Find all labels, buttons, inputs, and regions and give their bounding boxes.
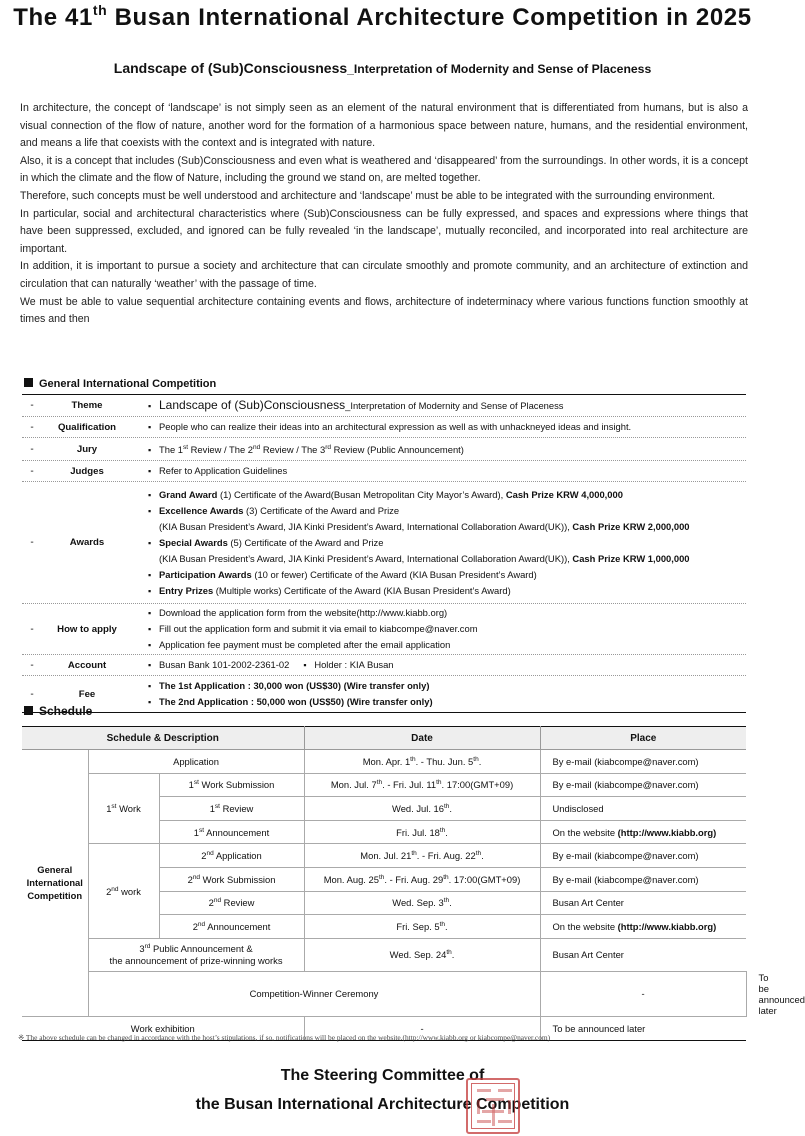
col-header-date: Date <box>304 727 540 750</box>
row-key: Qualification <box>57 421 117 433</box>
jury-sup: st <box>182 444 189 451</box>
award-prize: Cash Prize KRW 1,000,000 <box>572 553 690 565</box>
award-special-sub <box>148 551 746 567</box>
award-excellence-sub <box>148 519 746 535</box>
account-bank: ▪ Busan Bank 101-2002-2361-02 <box>148 659 289 670</box>
event-label: Application <box>88 750 304 774</box>
event-date: Mon. Jul. 7th. - Fri. Jul. 11th. 17:00(GMT+09) <box>304 773 540 797</box>
award-text: (3) Certificate of the Award and Prize <box>243 505 400 517</box>
general-row-theme <box>22 395 746 417</box>
jury-sup: nd <box>253 444 261 451</box>
table-row <box>22 750 746 774</box>
fee-line: ▪ The 1st Application : 30,000 won (US$30) (Wire transfer only) <box>148 678 746 694</box>
event-place: On the website (http://www.kiabb.org) <box>540 915 746 939</box>
intro-paragraph: We must be able to value sequential architecture containing events and flows, architecture of indeterminacy where various functions function smoothly at times and then <box>20 295 748 326</box>
row-dash: - <box>30 400 34 411</box>
page-title <box>0 4 765 32</box>
row-dash: - <box>30 659 34 671</box>
general-row-awards <box>22 482 746 604</box>
intro-paragraph: Therefore, such concepts must be well understood and architecture and ‘landscape’ must be able to be integrated with the surrounding environment. <box>20 189 716 202</box>
account-holder: ▪ Holder : KIA Busan <box>303 659 393 670</box>
award-name: Excellence Awards <box>159 505 244 517</box>
award-special <box>148 535 746 551</box>
work1-label: 1st Work <box>88 773 159 844</box>
row-value <box>132 395 746 416</box>
event-place: By e-mail (kiabcompe@naver.com) <box>540 750 746 774</box>
official-seal-icon <box>466 1078 520 1134</box>
row-dash: - <box>30 623 34 635</box>
row-value <box>132 482 746 603</box>
row-key: How to apply <box>57 623 117 635</box>
row-value <box>132 604 746 654</box>
footer-line-2: the Busan International Architecture Competition <box>195 1096 570 1113</box>
footer-line-1: The Steering Committee of <box>280 1067 485 1084</box>
row-key: Fee <box>78 688 96 700</box>
intro-paragraph: In particular, social and architectural characteristics where (Sub)Consciousness can be fully expressed, and spaces and expressions where things that have been suppressed, excluded, and ignored can be fully revealed ‘in the landscape’, mutually reconciled, and incorporated into real architecture are important. <box>20 207 748 255</box>
event-date: - <box>540 971 746 1016</box>
event-date: Fri. Jul. 18th. <box>304 820 540 844</box>
work2-label: 2nd work <box>88 844 159 938</box>
row-dash: - <box>30 688 34 700</box>
qualification-text: ▪ People who can realize their ideas into an architectural expression as well as with unhackneyed ideas and insight. <box>148 419 746 435</box>
intro-text <box>20 100 748 329</box>
title-part: The 41 <box>13 4 93 31</box>
event-label: 3rd Public Announcement & the announcement of prize-winning works <box>88 938 304 971</box>
event-label: 2nd Work Submission <box>159 867 304 891</box>
jury-text: Review / The 3 <box>260 444 326 456</box>
event-date: Wed. Sep. 24th. <box>304 938 540 971</box>
award-text: (KIA Busan President’s Award, JIA Kinki President’s Award, International Collaboration Award(UK)), <box>159 521 573 533</box>
general-row-qualification <box>22 417 746 438</box>
event-date: Mon. Apr. 1th. - Thu. Jun. 5th. <box>304 750 540 774</box>
event-place: On the website (http://www.kiabb.org) <box>540 820 746 844</box>
subtitle-main: Landscape of (Sub)Consciousness <box>113 60 348 76</box>
general-row-account <box>22 655 746 676</box>
general-table <box>22 394 746 713</box>
award-name: Special Awards <box>159 537 228 549</box>
event-date: Fri. Sep. 5th. <box>304 915 540 939</box>
general-label-cell: General International Competition <box>22 750 88 1017</box>
event-date: Mon. Aug. 25th. - Fri. Aug. 29th. 17:00(GMT+09) <box>304 867 540 891</box>
award-prize: Cash Prize KRW 2,000,000 <box>572 521 690 533</box>
table-row <box>22 938 746 971</box>
award-grand <box>148 487 746 503</box>
award-text: (Multiple works) Certificate of the Award (KIA Busan President’s Award) <box>213 585 511 597</box>
event-place: Busan Art Center <box>540 891 746 915</box>
square-bullet-icon <box>24 378 33 387</box>
square-bullet-icon <box>24 706 33 715</box>
event-date: Wed. Jul. 16th. <box>304 797 540 821</box>
table-row: Competition-Winner Ceremony - To be announced later <box>22 971 746 1016</box>
event-label: Work exhibition <box>22 1016 304 1040</box>
event-date: - <box>304 1016 540 1040</box>
row-key: Account <box>67 659 107 671</box>
table-row <box>22 773 746 797</box>
apply-step: ▪ Application fee payment must be completed after the email application <box>148 637 746 653</box>
general-row-fee <box>22 676 746 712</box>
award-name: Grand Award <box>159 489 218 501</box>
row-dash: - <box>30 537 34 549</box>
row-value <box>132 676 746 712</box>
judges-text: ▪ Refer to Application Guidelines <box>148 463 746 479</box>
award-name: Participation Awards <box>159 569 252 581</box>
schedule-header-row <box>22 727 746 750</box>
event-place: To be announced later <box>540 1016 746 1040</box>
row-dash: - <box>30 421 34 433</box>
row-key: Judges <box>70 465 104 477</box>
award-text: (10 or fewer) Certificate of the Award (KIA Busan President’s Award) <box>251 569 537 581</box>
general-heading-label: General International Competition <box>39 378 217 390</box>
row-key: Theme <box>71 400 103 411</box>
award-excellence <box>148 503 746 519</box>
subtitle-small: _Interpretation of Modernity and Sense of Placeness <box>347 62 652 76</box>
apply-step: ▪ Fill out the application form and submit it via email to kiabcompe@naver.com <box>148 621 746 637</box>
theme-main: Landscape of (Sub)Consciousness <box>159 398 346 412</box>
event-date: Mon. Jul. 21th. - Fri. Aug. 22th. <box>304 844 540 868</box>
event-label: 1st Announcement <box>159 820 304 844</box>
schedule-note: ※ The above schedule can be changed in accordance with the host’s stipulations, if so, notifications will be placed on the website.(http://www.kiabb.org or kiabcompe@naver.com) <box>18 1033 551 1042</box>
table-row <box>22 844 746 868</box>
award-entry <box>148 583 746 599</box>
award-name: Entry Prizes <box>159 585 214 597</box>
fee-line: ▪ The 2nd Application : 50,000 won (US$50) (Wire transfer only) <box>148 694 746 710</box>
event-label: 2nd Application <box>159 844 304 868</box>
jury-text: Review (Public Announcement) <box>331 444 464 456</box>
intro-paragraph: Also, it is a concept that includes (Sub)Consciousness and even what is weathered and ‘disappeared’ from the surroundings. In other words, it is a concept in which the climate and the flow of Nature, including the ground we stand on, are melted together. <box>20 154 748 185</box>
award-prize: Cash Prize KRW 4,000,000 <box>505 489 623 501</box>
row-value <box>132 461 746 481</box>
intro-paragraph: In addition, it is important to pursue a society and architecture that can circulate smoothly and promote community, and an architecture of extinction and circulation that can naturally ‘weather’ with the passage of time. <box>20 260 748 290</box>
award-participation <box>148 567 746 583</box>
col-header-place: Place <box>540 727 746 750</box>
row-value <box>132 655 746 675</box>
award-text: (5) Certificate of the Award and Prize <box>227 537 384 549</box>
title-part: Busan International Architecture Competition in 2025 <box>107 4 752 31</box>
event-place: By e-mail (kiabcompe@naver.com) <box>540 773 746 797</box>
row-key: Awards <box>69 537 105 549</box>
event-date: Wed. Sep. 3th. <box>304 891 540 915</box>
jury-text: The 1 <box>159 444 183 456</box>
row-value <box>132 438 746 460</box>
schedule-heading <box>24 704 92 718</box>
row-dash: - <box>30 465 34 477</box>
event-label: Competition-Winner Ceremony <box>88 971 540 1016</box>
schedule-table <box>22 726 805 1041</box>
jury-sup: rd <box>325 444 331 451</box>
event-label: 2nd Review <box>159 891 304 915</box>
general-row-judges <box>22 461 746 482</box>
event-place: Busan Art Center <box>540 938 746 971</box>
row-key: Jury <box>76 443 98 455</box>
schedule-heading-label: Schedule <box>39 704 93 718</box>
jury-text: Review / The 2 <box>188 444 254 456</box>
theme-small: _Interpretation of Modernity and Sense of Placeness <box>345 400 564 411</box>
intro-paragraph: In architecture, the concept of ‘landscape’ is not simply seen as an element of the natural environment that is differentiated from humans, but is also a visual connection of the flow of nature, another word for the formation of a harmonious space between nature, humans, and the residential environment, and means a life that coexists with the context and is integrated with nature. <box>20 102 748 150</box>
award-text: (KIA Busan President’s Award, JIA Kinki President’s Award, International Collaboration Award(UK)), <box>159 553 573 565</box>
event-label: 1st Review <box>159 797 304 821</box>
apply-step: ▪ Download the application form from the website(http://www.kiabb.org) <box>148 605 746 621</box>
general-heading <box>24 378 216 390</box>
title-sup: th <box>92 2 108 18</box>
row-value <box>132 417 746 437</box>
event-place: Undisclosed <box>540 797 746 821</box>
award-text: (1) Certificate of the Award(Busan Metropolitan City Mayor’s Award), <box>217 489 506 501</box>
general-row-how-to-apply <box>22 604 746 655</box>
event-label: 1st Work Submission <box>159 773 304 797</box>
event-place: By e-mail (kiabcompe@naver.com) <box>540 844 746 868</box>
event-place: By e-mail (kiabcompe@naver.com) <box>540 867 746 891</box>
row-dash: - <box>30 443 34 455</box>
col-header-desc: Schedule & Description <box>22 727 304 750</box>
general-row-jury <box>22 438 746 461</box>
page-subtitle <box>0 60 765 76</box>
event-label: 2nd Announcement <box>159 915 304 939</box>
